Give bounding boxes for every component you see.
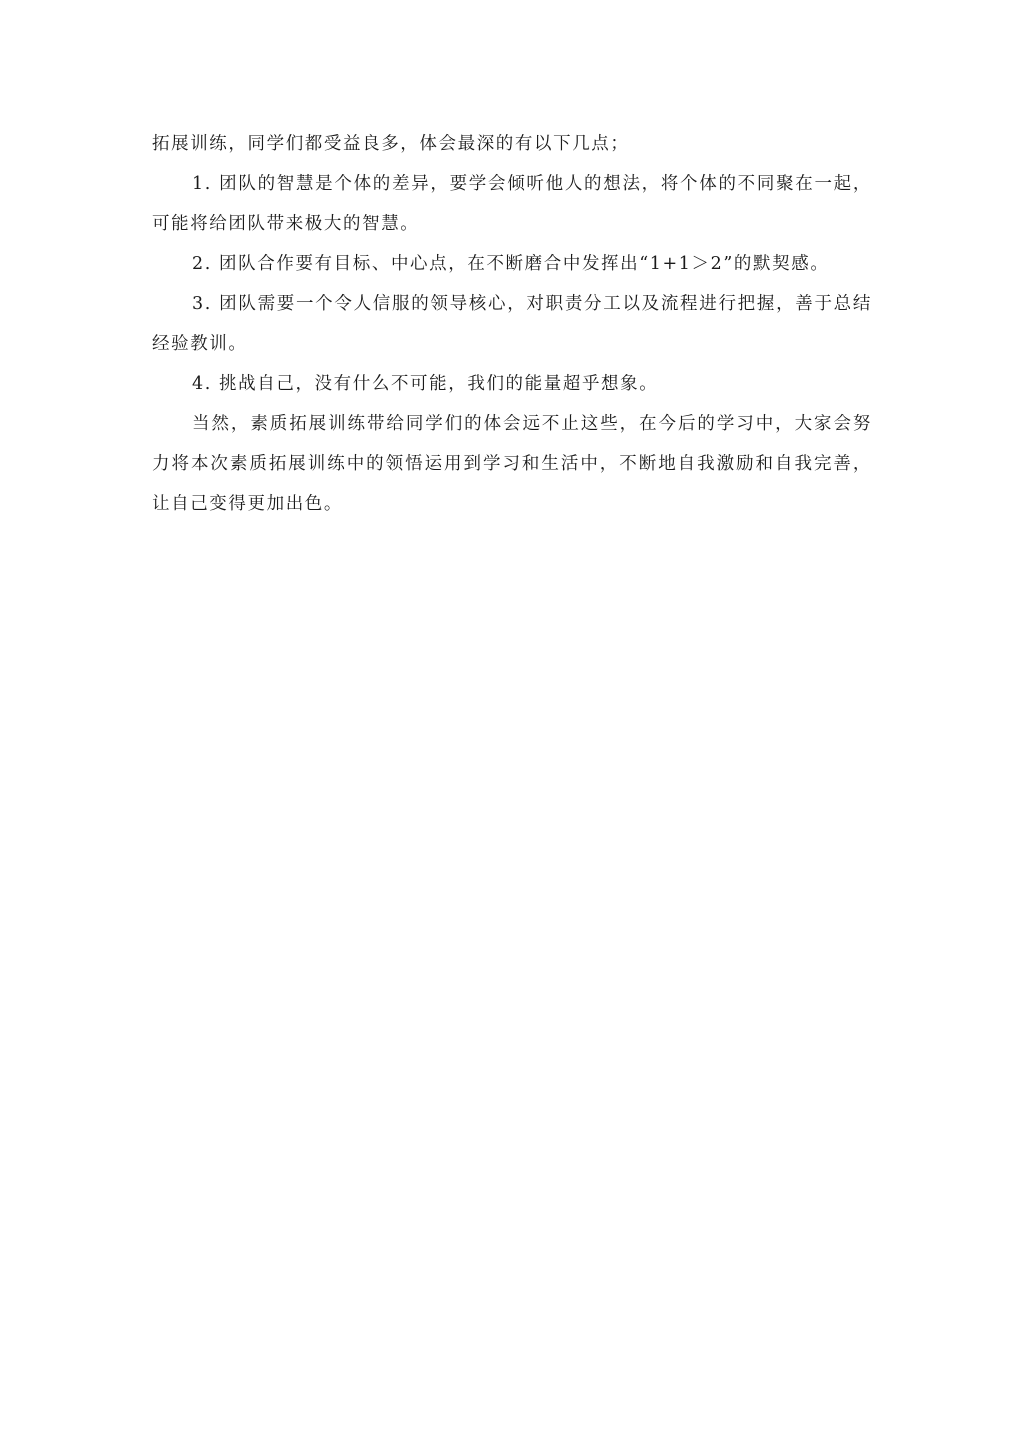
list-item-point-4: 4. 挑战自己，没有什么不可能，我们的能量超乎想象。 [192,374,659,394]
document-body [152,124,872,524]
paragraph-intro-continuation: 拓展训练，同学们都受益良多，体会最深的有以下几点； [152,134,630,154]
list-item-point-3: 3. 团队需要一个令人信服的领导核心，对职责分工以及流程进行把握，善于总结经验教训。 [152,294,872,354]
list-item-point-1: 1. 团队的智慧是个体的差异，要学会倾听他人的想法，将个体的不同聚在一起，可能将给团队带来极大的智慧。 [152,174,872,234]
list-item-point-2: 2. 团队合作要有目标、中心点，在不断磨合中发挥出“1+1＞2”的默契感。 [192,254,830,274]
paragraph-conclusion: 当然，素质拓展训练带给同学们的体会远不止这些，在今后的学习中，大家会努力将本次素质拓展训练中的领悟运用到学习和生活中，不断地自我激励和自我完善，让自己变得更加出色。 [152,414,872,514]
